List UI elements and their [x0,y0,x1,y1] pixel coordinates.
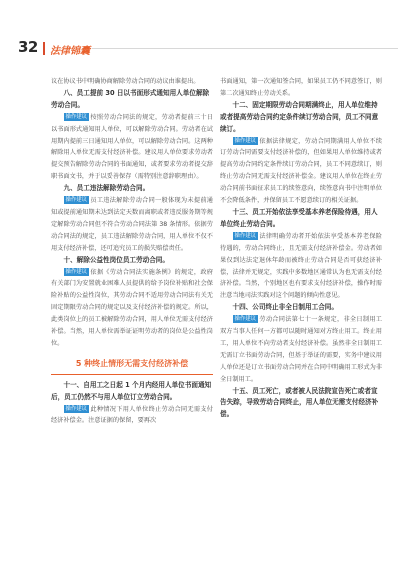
paragraph-text: 劳动合同法第七十一条规定，非全日制用工双方当事人任何一方都可以随时通知对方终止用工。终止用工，用人单位不向劳动者支付经济补偿。虽然非全日制用工无需订立书面劳动合同，但基于举证的需要，实务中建议用人单位还是订立书面劳动合同并在合同中明确用工形式为非全日制用工。 [220,316,382,383]
advice-tag: 操作建议 [234,137,257,144]
paragraph-text: 此种情况下用人单位终止劳动合同无需支付经济补偿金。注意证据的保留，要再次 [51,405,213,425]
paragraph [220,231,382,302]
item-heading: 八、员工提前 30 日以书面形式通知用人单位解除劳动合同。 [51,88,210,109]
item-heading: 十四、公司终止非全日制用工合同。 [232,303,338,312]
page-header [18,38,398,58]
paragraph [51,195,213,255]
advice-tag: 操作建议 [234,316,257,323]
advice-tag: 操作建议 [65,268,88,275]
item-heading: 十三、员工开始依法享受基本养老保险待遇，用人单位终止劳动合同。 [220,207,378,228]
paragraph [51,112,213,183]
paragraph [51,404,213,428]
paragraph: 书面通知，第一次通知签合同，如果员工仍不同意签订，则第二次通知终止劳动关系。 [220,78,382,97]
section-brand: 法律锦囊 [50,46,90,57]
paragraph-text: 按照劳动合同法的规定，劳动者提前三十日以书面形式通知用人单位，可以解除劳动合同。劳动者在试用期内提前三日通知用人单位，可以解除劳动合同。这两种解除用人单位无需支付经济补偿。建议用人单位要求劳动者提交预告解除劳动合同的书面通知，或者要求劳动者提交辞职书面文书，并于以妥善保存（需特别注意辞职理由）。 [51,113,213,181]
paragraph-text: 员工违法解除劳动合同一般体现为未提前通知或提前通知期未达到法定天数而离职或者违反服务期等规定解除劳动合同但不符合劳动合同法第 38 条情形。依据劳动合同法的规定，员工违法解除劳动合同，用人单位不仅不用支付经济补偿，还可追究员工的损失赔偿责任。 [51,197,213,252]
item-heading: 十、解除公益性岗位员工劳动合同。 [63,255,169,264]
paragraph [220,314,382,385]
page-number: 32 [18,38,38,56]
right-column [220,76,382,421]
paragraph [220,136,382,207]
item-heading: 十二、固定期限劳动合同期满终止，用人单位维持或者提高劳动合同约定条件续订劳动合同，员工不同意续订。 [220,100,379,133]
paragraph-text: 依据《劳动合同法实施条例》的规定，政府有关部门为安置就业困难人员提供的给予岗位补贴和社会保险补贴的公益性岗位，其劳动合同不适用劳动合同法有关无固定期限劳动合同的规定以及支付经济补偿的规定。所以，此类岗位上的员工被解除劳动合同，用人单位无需支付经济补偿。当然，用人单位需举证证明劳动者的岗位是公益性岗位。 [51,268,213,347]
header-rule [92,48,398,49]
paragraph: 议在协议书中明确协商解除劳动合同的动议由谁提出。 [51,78,200,85]
advice-tag: 操作建议 [65,405,88,412]
item-heading: 九、员工违法解除劳动合同。 [63,184,150,193]
item-heading: 十五、员工死亡，或者被人民法院宣告死亡或者宣告失踪，导致劳动合同终止，用人单位无需支付经济补偿。 [220,386,379,419]
advice-tag: 操作建议 [234,232,257,239]
section-rule [51,374,213,375]
left-column [51,76,213,427]
paragraph-text: 依据法律规定，劳动合同期满用人单位不续订劳动合同需要支付经济补偿的，但如果用人单位维持或者提高劳动合同约定条件续订劳动合同，员工不同意续订，则终止劳动合同无需支付经济补偿金。建议用人单位在终止劳动合同前书面征求员工的续签意向，续签意向书中注明单位不会降低条件，并保留员工不愿意续订的相关证据。 [220,137,382,205]
paragraph [51,267,213,350]
advice-tag: 操作建议 [65,197,88,204]
advice-tag: 操作建议 [65,113,88,120]
header-divider [43,42,45,55]
item-heading: 十一、自用工之日起 1 个月内经用人单位书面通知后，员工仍然不与用人单位订立劳动合同。 [51,380,212,401]
section-title: 5 种终止情形无需支付经济补偿 [75,358,189,368]
paragraph-text: 法律明确劳动者开始依法享受基本养老保险待遇的，劳动合同终止，且无需支付经济补偿金。劳动者如果仅到达法定退休年龄而被终止劳动合同是否可获经济补偿，法律并无规定，实践中多数地区通常认为也无需支付经济补偿。当然，个别地区也有要求支付经济补偿，操作时需注意当地司法实践对这个问题的倾向性意见。 [220,232,382,300]
